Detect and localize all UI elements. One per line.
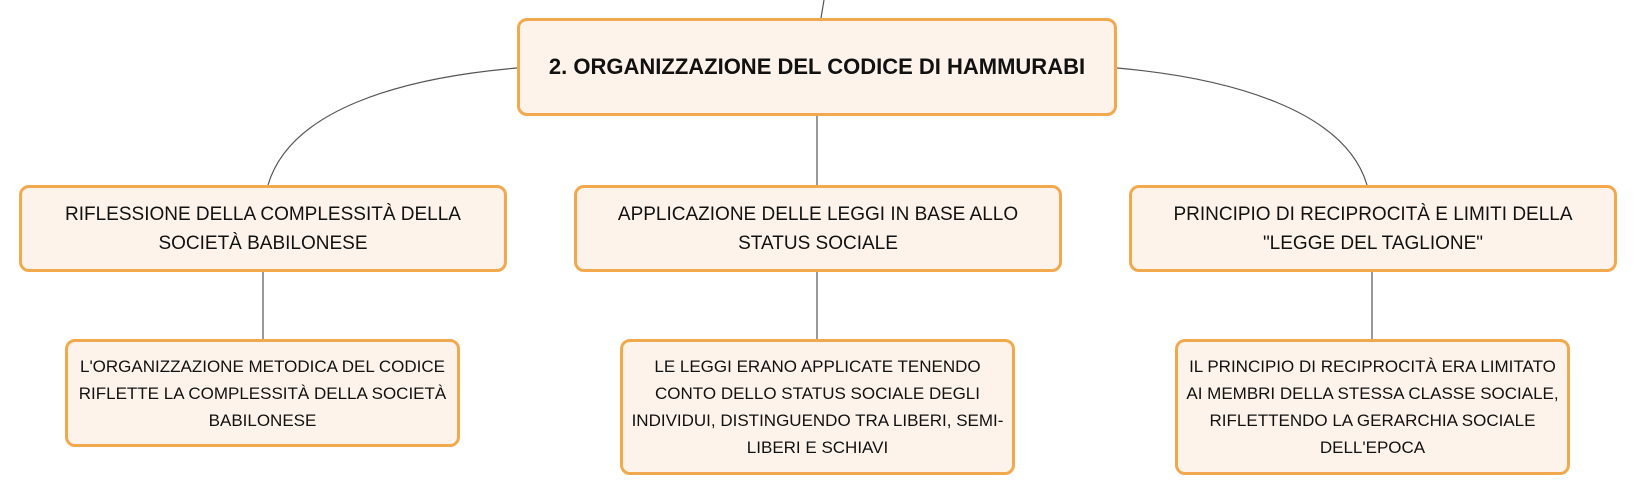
branch-node-status-sociale[interactable] bbox=[574, 185, 1062, 272]
branch-node-societa-babilonese[interactable] bbox=[19, 185, 507, 272]
detail-label: L'ORGANIZZAZIONE METODICA DEL CODICE RIFLETTE LA COMPLESSITÀ DELLA SOCIETÀ BABILONESE bbox=[78, 356, 447, 430]
root-topic-node[interactable] bbox=[517, 18, 1117, 116]
branch-label: APPLICAZIONE DELLE LEGGI IN BASE ALLO STATUS SOCIALE bbox=[617, 203, 1019, 254]
detail-label: LE LEGGI ERANO APPLICATE TENENDO CONTO DELLO STATUS SOCIALE DEGLI INDIVIDUI, DISTINGUENDO TRA LIBERI, SEMI-LIBERI E SCHIAVI bbox=[631, 357, 1004, 457]
connector-root-to-branch-3 bbox=[1117, 68, 1367, 185]
connector-incoming-root bbox=[821, 0, 824, 18]
branch-node-legge-del-taglione[interactable] bbox=[1129, 185, 1617, 272]
detail-label: IL PRINCIPIO DI RECIPROCITÀ ERA LIMITATO AI MEMBRI DELLA STESSA CLASSE SOCIALE, RIFLETTENDO LA GERARCHIA SOCIALE DELL'EPOCA bbox=[1186, 357, 1559, 457]
detail-node-societa-babilonese[interactable] bbox=[65, 339, 460, 447]
connector-root-to-branch-1 bbox=[268, 68, 517, 185]
detail-node-status-sociale[interactable] bbox=[620, 339, 1015, 475]
branch-label: PRINCIPIO DI RECIPROCITÀ E LIMITI DELLA "LEGGE DEL TAGLIONE" bbox=[1173, 203, 1573, 254]
detail-node-legge-del-taglione[interactable] bbox=[1175, 339, 1570, 475]
root-topic-label: 2. ORGANIZZAZIONE DEL CODICE DI HAMMURABI bbox=[548, 54, 1086, 79]
branch-label: RIFLESSIONE DELLA COMPLESSITÀ DELLA SOCIETÀ BABILONESE bbox=[65, 203, 461, 254]
